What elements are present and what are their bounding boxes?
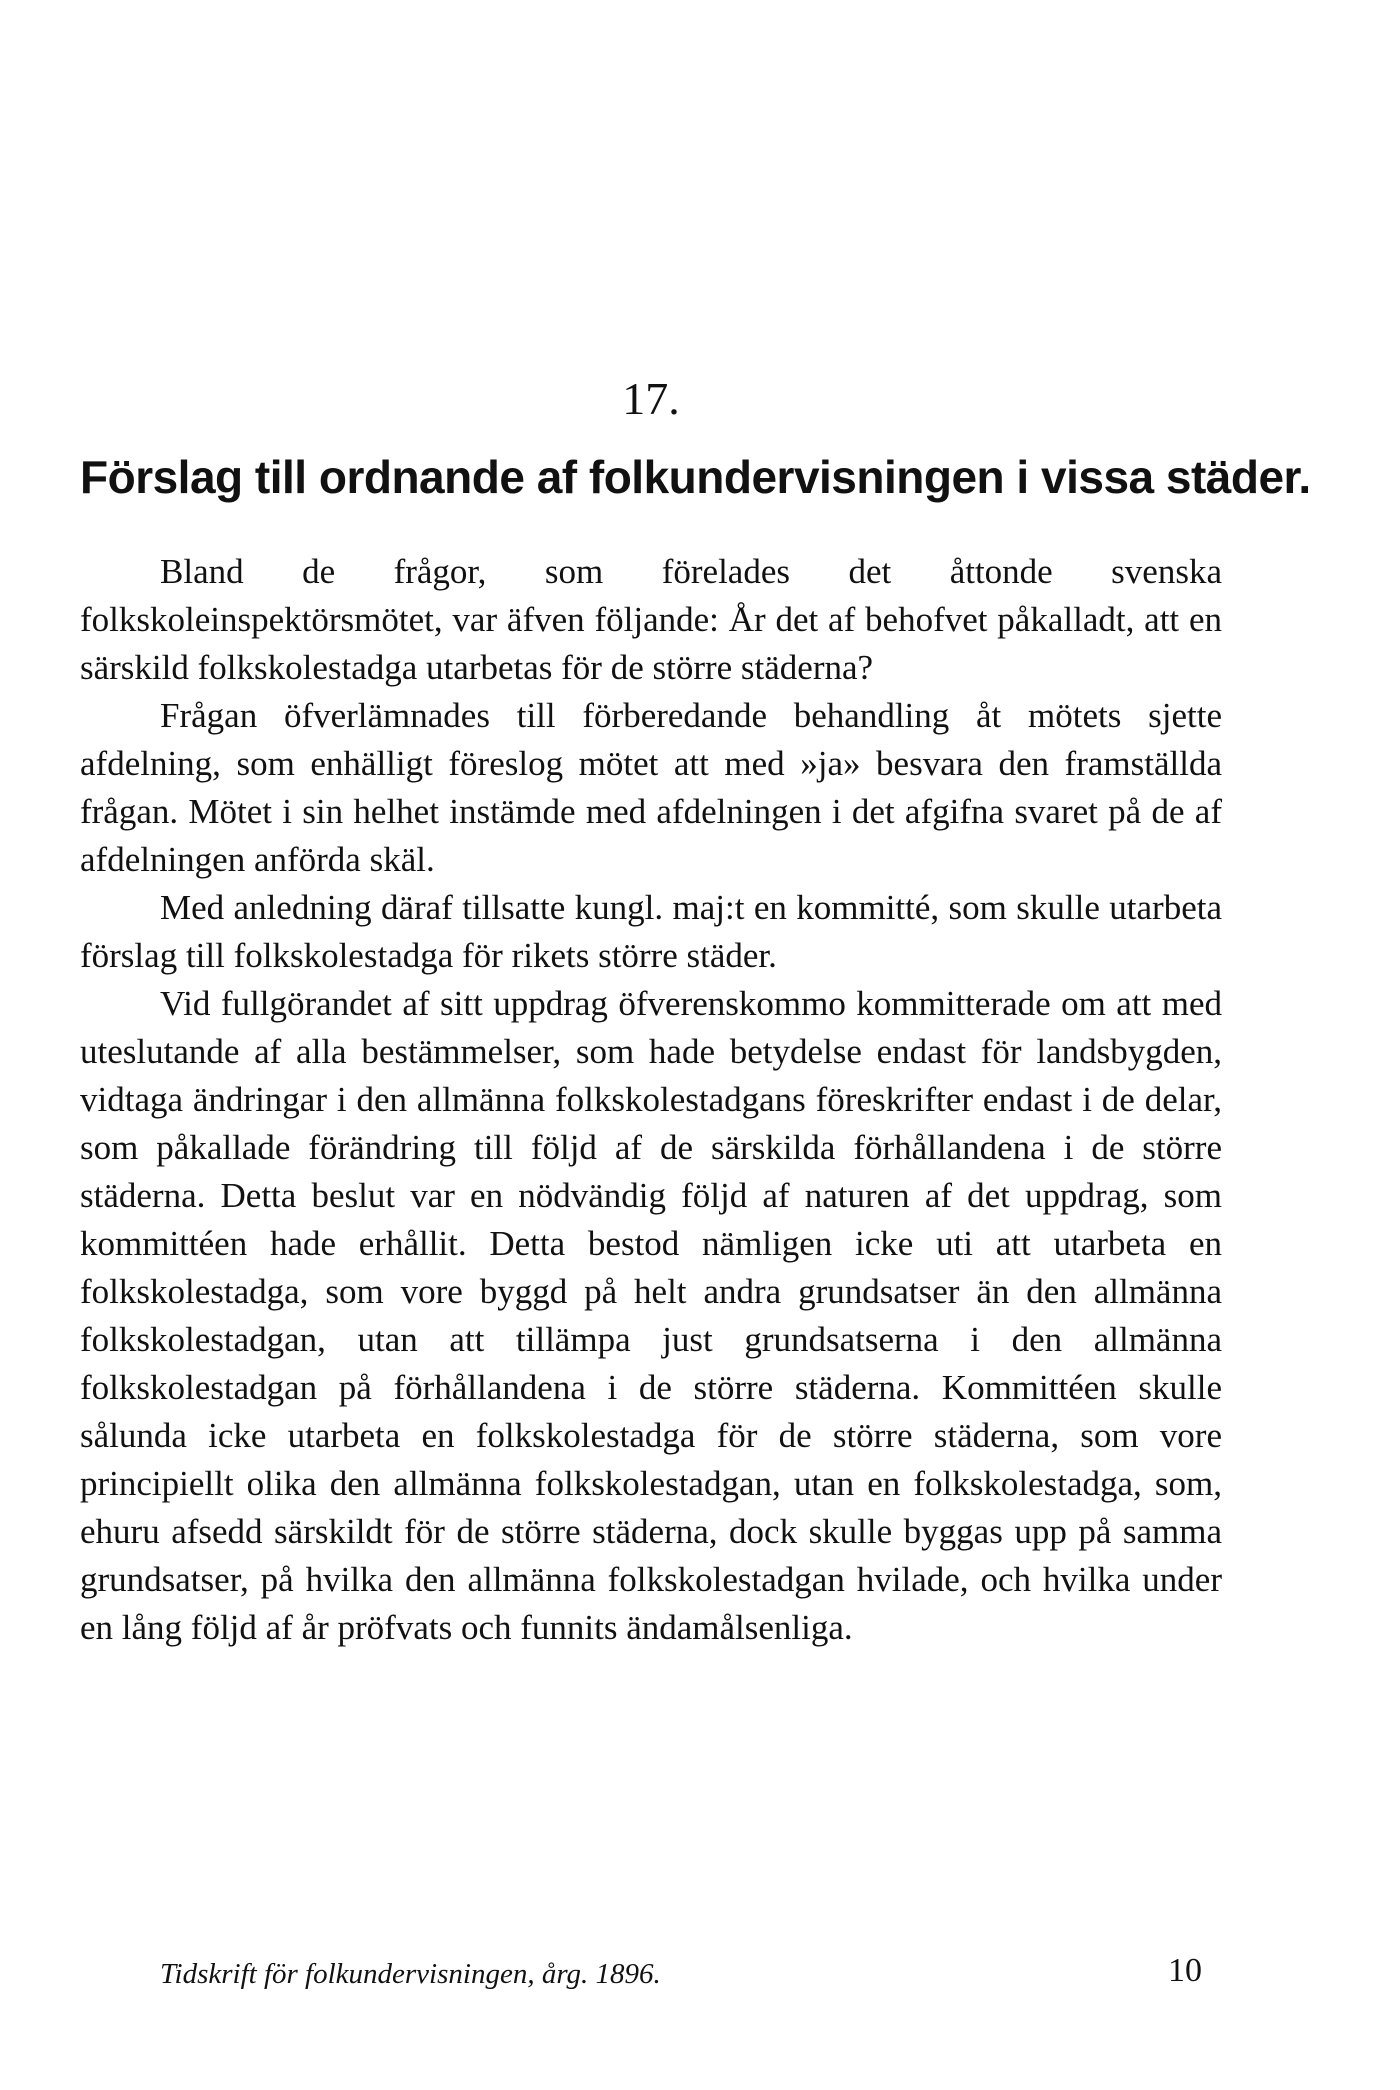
journal-citation: Tidskrift för folkundervisningen, årg. 1896. [160,1958,661,1990]
document-page [80,0,1311,2090]
paragraph: Med anledning däraf tillsatte kungl. maj:t en kommitté, som skulle utarbeta förslag till folkskolestadga för rikets större städer. [80,888,1222,975]
page-footer [80,1952,1222,2006]
section-number: 17. [622,373,680,424]
article-body [80,548,1222,1652]
paragraph: Vid fullgörandet af sitt uppdrag öfverenskommo kommitterade om att med uteslutande af alla bestämmelser, som hade betydelse endast för landsbygden, vidtaga ändringar i den allmänna folkskolestadgans föreskrifter endast i de delar, som påkallade förändring till följd af de särskilda förhållandena i de större städerna. Detta beslut var en nödvändig följd af naturen af det uppdrag, som kommittéen hade erhållit. Detta bestod nämligen icke uti att utarbeta en folkskolestadga, som vore byggd på helt andra grundsatser än den allmänna folkskolestadgan, utan att tillämpa just grundsatserna i den allmänna folkskolestadgan på förhållandena i de större städerna. Kommittéen skulle sålunda icke utarbeta en folkskolestadga för de större städerna, som vore principiellt olika den allmänna folkskolestadgan, utan en folkskolestadga, som, ehuru afsedd särskildt för de större städerna, dock skulle byggas upp på samma grundsatser, på hvilka den allmänna folkskolestadgan hvilade, och hvilka under en lång följd af år pröfvats och funnits ändamålsenliga. [80,984,1222,1647]
paragraph: Bland de frågor, som förelades det åttonde svenska folkskoleinspektörsmötet, var äfven följande: År det af behofvet påkalladt, att en särskild folkskolestadga utarbetas för de större städerna? [80,552,1222,687]
paragraph: Frågan öfverlämnades till förberedande behandling åt mötets sjette afdelning, som enhälligt föreslog mötet att med »ja» besvara den framställda frågan. Mötet i sin helhet instämde med afdelningen i det afgifna svaret på de af afdelningen anförda skäl. [80,696,1222,879]
article-title: Förslag till ordnande af folkundervisningen i vissa städer. [80,451,1311,503]
sheet-number: 10 [1168,1952,1202,1989]
